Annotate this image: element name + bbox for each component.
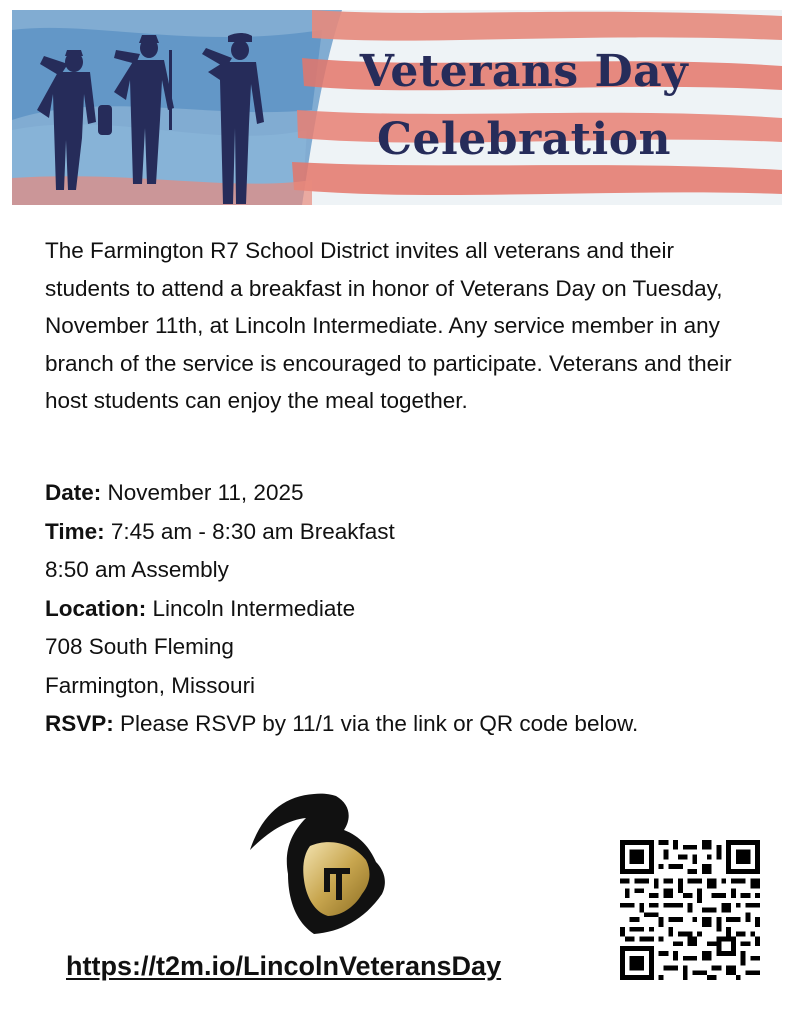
date-label: Date: [45, 480, 102, 505]
location-line [45, 590, 760, 629]
soldier-saluting-icon [114, 35, 174, 184]
qr-code-icon[interactable] [620, 840, 760, 985]
title-line-2: Celebration [376, 114, 672, 165]
date-line [45, 474, 760, 513]
intro-paragraph: The Farmington R7 School District invites all veterans and their students to attend a breakfast in honor of Veterans Day on Tuesday, November 11th, at Lincoln Intermediate. Any service member in any branch of the service is encouraged to participate. Veterans and their host students can enjoy the meal together. [45, 238, 732, 413]
rsvp-value: Please RSVP by 11/1 via the link or QR code below. [120, 711, 639, 736]
time-value: 7:45 am - 8:30 am Breakfast [110, 518, 395, 544]
header-banner [12, 10, 782, 205]
soldier-saluting-icon [37, 50, 112, 190]
address-city: Farmington, Missouri [45, 672, 256, 698]
event-details [45, 474, 760, 744]
rsvp-link[interactable]: https://t2m.io/LincolnVeteransDay [66, 951, 502, 981]
title-line-1: Veterans Day [359, 46, 689, 97]
rsvp-label: RSVP: [45, 711, 114, 736]
time-label: Time: [45, 518, 105, 544]
officer-saluting-icon [202, 33, 264, 204]
location-label: Location: [45, 595, 147, 621]
date-value: November 11, 2025 [107, 480, 304, 505]
assembly-line: 8:50 am Assembly [45, 557, 229, 582]
time-line [45, 513, 760, 552]
soldier-silhouettes [12, 10, 292, 205]
banner-title [304, 38, 744, 174]
rsvp-line [45, 705, 685, 744]
knight-helmet-icon [244, 790, 394, 940]
address-street: 708 South Fleming [45, 634, 234, 659]
location-value: Lincoln Intermediate [152, 595, 356, 621]
